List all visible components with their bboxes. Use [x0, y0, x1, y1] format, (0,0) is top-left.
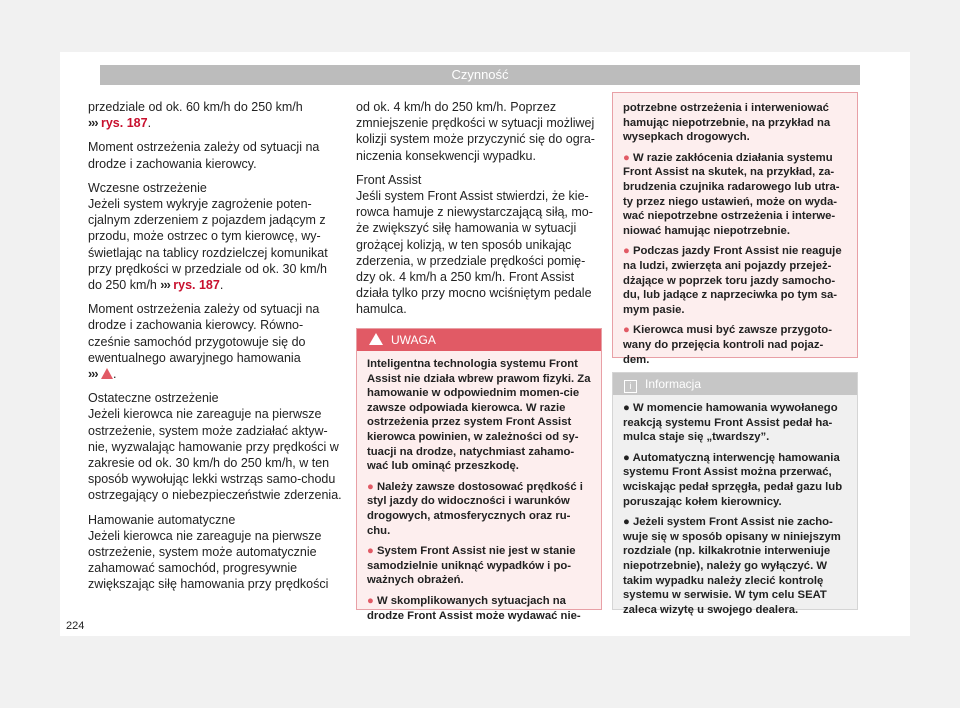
warning-bullet: ● W skomplikowanych sytuacjach na drodze Front Assist może wydawać nie- [367, 594, 581, 622]
bullet-icon: ● [367, 480, 374, 493]
warning-box-continued [612, 92, 858, 366]
section-heading: Ostateczne ostrzeżenie [88, 391, 219, 406]
info-header: i Informacja [613, 373, 857, 395]
bullet-icon: ● [623, 451, 630, 464]
warning-bullet: ● Należy zawsze dostosować prędkość i styl jazdy do widoczności i warunków drogowych, atmosferycznych oraz ru-chu. [367, 480, 583, 537]
paragraph: Jeśli system Front Assist stwierdzi, że kie-rowca hamuje z niewystarczającą siłą, mo-że zwiększyć siłę hamowania w sytuacji grożącej kolizją, w ten sposób unikając zderzenia, w przedziale prędkości pomię-dzy ok. 4 km/h a 250 km/h. Front Assist działa tylko przy mocno wciśniętym pedale hamulca. [356, 189, 593, 317]
bullet-icon: ● [367, 545, 374, 558]
reference-arrows: ››› [160, 278, 170, 293]
paragraph: Jeżeli kierowca nie zareaguje na pierwsze ostrzeżenie, system może automatycznie zahamować samochód, progresywnie zwiększając siłę hamowania przy prędkości [88, 528, 329, 592]
info-icon: i [624, 380, 637, 393]
info-bullet: ● Automatyczną interwencję hamowania systemu Front Assist można przerwać, wciskając pedał sprzęgła, pedał gazu lub poruszając kołem kierownicy. [623, 451, 843, 508]
figure-reference-link[interactable]: rys. 187 [100, 116, 148, 131]
paragraph: Jeżeli kierowca nie zareaguje na pierwsze ostrzeżenie, system może zadziałać aktyw-nie, wyzwalając hamowanie przy prędkości w zakresie od ok. 30 km/h do 250 km/h, w ten sposób wywołując lekki wstrząs samo-chodu ostrzegający o niebezpieczeństwie zderzenia. [88, 407, 342, 503]
info-bullet: ● W momencie hamowania wywołanego reakcją systemu Front Assist pedał ha-mulca staje się „twardszy”. [623, 402, 838, 444]
page-header: Czynność [100, 65, 860, 85]
warning-intro: Inteligentna technologia systemu Front Assist nie działa wbrew prawom fizyki. Za hamowanie w odpowiednim momen-cie zawsze odpowiada kierowca. W razie ostrzeżenia przez system Front Assist kierowca powinien, w zależności od sy-tuacji na drodze, natychmiast zahamo-wać lub ominąć przeszkodę. [367, 358, 591, 473]
warning-triangle-icon [369, 333, 383, 345]
warning-intro: potrzebne ostrzeżenia i interweniować hamując niepotrzebnie, na przykład na wysepkach drogowych. [623, 102, 831, 144]
info-bullet: ● Jeżeli system Front Assist nie zacho-wuje się w sposób opisany w niniejszym rozdziale (np. kilkakrotnie interweniuje niepotrzebnie), należy go wyłączyć. W takim wypadku należy zlecić kontrolę systemu w serwisie. W tym celu SEAT zaleca wizytę u swojego dealera. [623, 516, 841, 616]
warning-header: UWAGA [357, 329, 601, 351]
warning-box [356, 328, 602, 622]
section-heading: Hamowanie automatyczne [88, 512, 236, 527]
info-box [612, 372, 858, 616]
warning-bullet: ● Kierowca musi być zawsze przygoto-wany do przejęcia kontroli nad pojaz-dem. [623, 324, 832, 366]
warning-bullet: ● System Front Assist nie jest w stanie samodzielnie uniknąć wypadków i po-ważnych obrażeń. [367, 545, 576, 587]
paragraph: Moment ostrzeżenia zależy od sytuacji na drodze i zachowania kierowcy. [88, 140, 320, 171]
warning-bullet: ● Podczas jazdy Front Assist nie reaguje na ludzi, zwierzęta ani pojazdy przejeż-dżające w poprzek toru jazdy samocho-du, lub jadące z naprzeciwka po tym sa-mym pasie. [623, 245, 842, 316]
column-middle [356, 99, 604, 326]
paragraph: przedziale od ok. 60 km/h do 250 km/h ››› rys. 187. [88, 100, 303, 131]
info-body [613, 395, 857, 617]
paragraph: od ok. 4 km/h do 250 km/h. Poprzez zmniejszenie prędkości w sytuacji możliwej kolizji system może przyczynić się do ogra-niczenia konsekwencji wypadku. [356, 100, 595, 163]
column-left [88, 99, 344, 601]
paragraph: Jeżeli system wykryje zagrożenie poten-cjalnym zderzeniem z pojazdem jadącym z przodu, może ostrzec o tym kierowcę, wy-świetlając na tablicy rozdzielczej komunikat przy prędkości w przedziale od ok. 30 km/h do 250 km/h ››› rys. 187. [88, 197, 328, 293]
section-heading: Front Assist [356, 172, 422, 187]
reference-arrows: ››› [88, 367, 98, 382]
bullet-icon: ● [623, 516, 630, 529]
warning-bullet: ● W razie zakłócenia działania systemu Front Assist na skutek, na przykład, za-brudzenia czujnika radarowego lub utra-ty przez niego ustawień, może on wyda-wać niepotrzebne ostrzeżenia i interwe-niować hamując niepotrzebnie. [623, 151, 840, 237]
warning-icon[interactable] [101, 368, 113, 379]
page-number: 224 [66, 620, 85, 632]
figure-reference-link[interactable]: rys. 187 [173, 278, 220, 293]
warning-body [357, 351, 601, 623]
warning-body [613, 93, 857, 367]
section-heading: Wczesne ostrzeżenie [88, 180, 207, 195]
bullet-icon: ● [623, 324, 630, 337]
bullet-icon: ● [367, 594, 374, 607]
bullet-icon: ● [623, 151, 630, 164]
bullet-icon: ● [623, 402, 630, 414]
paragraph: Moment ostrzeżenia zależy od sytuacji na drodze i zachowania kierowcy. Równo-cześnie samochód przygotowuje się do ewentualnego awaryjnego hamowania ››› . [88, 302, 320, 382]
bullet-icon: ● [623, 245, 630, 258]
reference-arrows: ››› [88, 116, 98, 131]
